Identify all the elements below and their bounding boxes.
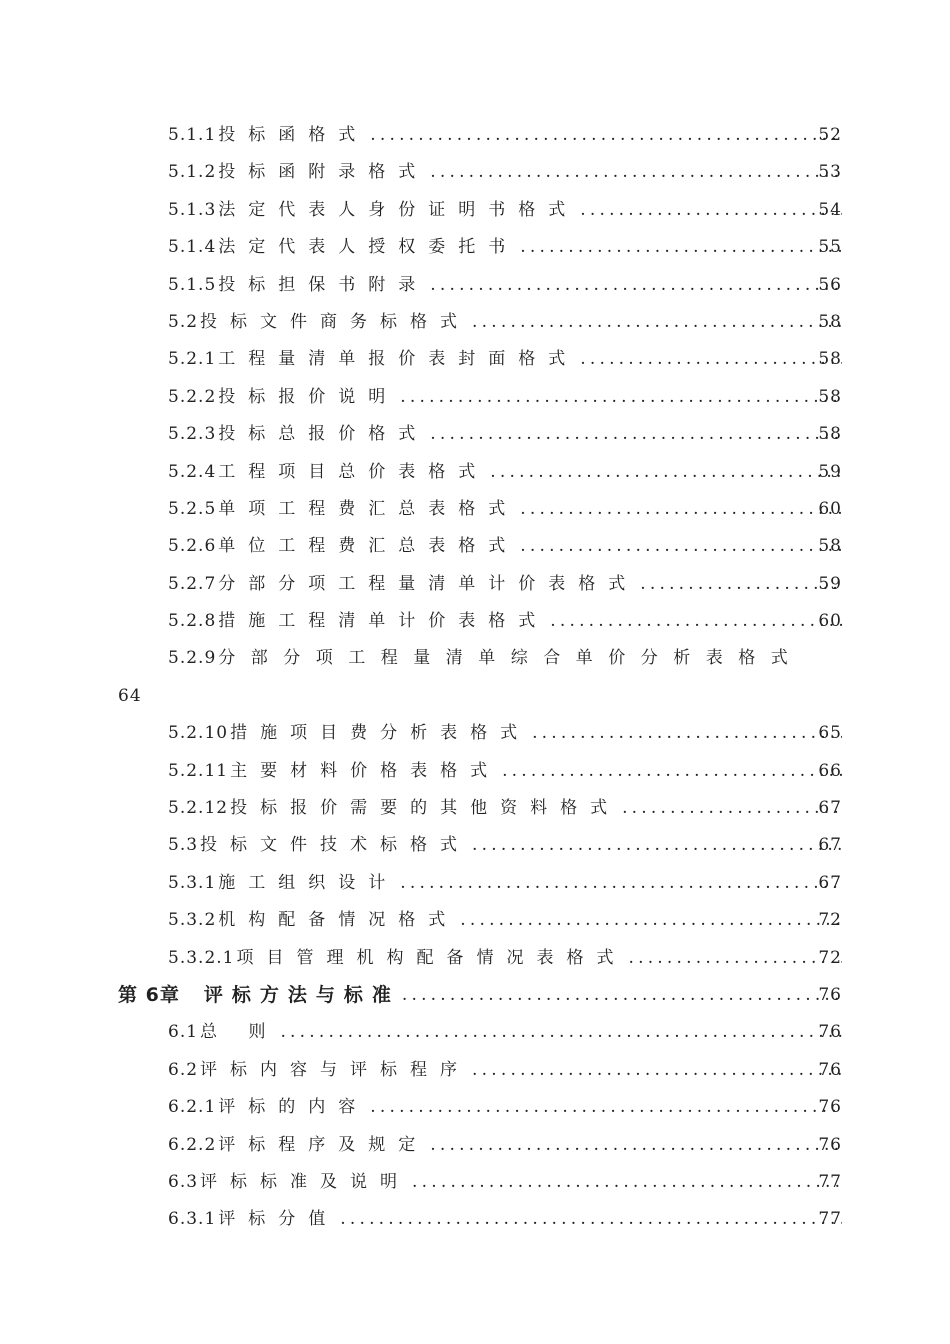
toc-page-number: 77 bbox=[818, 1209, 842, 1230]
toc-title: 工程量清单报价表封面格式 bbox=[218, 349, 579, 370]
toc-entry bbox=[0, 416, 950, 453]
toc-title: 措施项目费分析表格式 bbox=[230, 723, 531, 744]
toc-entry bbox=[0, 790, 950, 827]
toc-title: 投标文件商务标格式 bbox=[200, 311, 471, 332]
toc-number: 5.2.4 bbox=[168, 461, 217, 482]
toc-page-number: 77 bbox=[818, 1171, 842, 1192]
toc-entry bbox=[0, 341, 950, 378]
toc-page-number: 76 bbox=[818, 1097, 842, 1118]
toc-leader bbox=[532, 715, 842, 752]
toc-title: 主要材料价格表格式 bbox=[230, 760, 501, 781]
toc-entry bbox=[0, 603, 950, 640]
toc-leader bbox=[622, 790, 842, 827]
toc-title: 措施工程清单计价表格式 bbox=[218, 611, 549, 632]
toc-title: 投标报价说明 bbox=[218, 386, 399, 407]
toc-number: 5.3.2.1 bbox=[168, 947, 235, 968]
toc-leader bbox=[460, 902, 842, 939]
toc-number: 5.2 bbox=[168, 311, 199, 332]
toc-entry bbox=[0, 865, 950, 902]
toc-title: 评标的内容 bbox=[218, 1097, 369, 1118]
toc-title: 分部分项工程量清单计价表格式 bbox=[218, 573, 639, 594]
toc-page-number: 67 bbox=[818, 798, 842, 819]
toc-leader bbox=[490, 454, 842, 491]
toc-title: 法定代表人授权委托书 bbox=[218, 237, 519, 258]
toc-number: 5.2.2 bbox=[168, 386, 217, 407]
toc-entry-continuation bbox=[0, 678, 950, 715]
toc-entry bbox=[0, 304, 950, 341]
table-of-contents bbox=[0, 117, 950, 1239]
toc-leader bbox=[520, 491, 842, 528]
toc-number: 5.1.5 bbox=[168, 274, 217, 295]
toc-leader bbox=[370, 1089, 842, 1126]
toc-entry bbox=[0, 753, 950, 790]
toc-leader bbox=[430, 416, 842, 453]
toc-page-number: 59 bbox=[818, 461, 842, 482]
toc-title: 评标分值 bbox=[218, 1209, 339, 1230]
toc-title: 工程项目总价表格式 bbox=[218, 461, 489, 482]
toc-entry bbox=[0, 1089, 950, 1126]
toc-number: 5.2.11 bbox=[168, 760, 229, 781]
toc-title: 机构配备情况格式 bbox=[218, 910, 459, 931]
toc-title: 施工组织设计 bbox=[218, 872, 399, 893]
toc-number: 5.2.1 bbox=[168, 349, 217, 370]
toc-number: 5.3.1 bbox=[168, 872, 217, 893]
toc-leader bbox=[412, 1164, 842, 1201]
toc-page-number: 59 bbox=[818, 573, 842, 594]
toc-page-number: 65 bbox=[818, 723, 842, 744]
toc-leader bbox=[520, 229, 842, 266]
toc-entry bbox=[0, 566, 950, 603]
toc-title: 投标担保书附录 bbox=[218, 274, 429, 295]
toc-entry bbox=[0, 1127, 950, 1164]
toc-entry bbox=[0, 154, 950, 191]
toc-leader bbox=[430, 267, 842, 304]
toc-number: 5.1.1 bbox=[168, 125, 217, 145]
toc-number: 5.2.7 bbox=[168, 573, 217, 594]
toc-leader bbox=[400, 865, 842, 902]
toc-leader bbox=[340, 1201, 842, 1238]
toc-number: 6.2.1 bbox=[168, 1097, 217, 1118]
toc-entry bbox=[0, 902, 950, 939]
toc-page-number: 67 bbox=[818, 872, 842, 893]
toc-title: 投标报价需要的其他资料格式 bbox=[230, 798, 621, 819]
toc-page-number: 76 bbox=[818, 984, 842, 1005]
toc-page-number: 58 bbox=[818, 424, 842, 445]
toc-title: 单位工程费汇总表格式 bbox=[218, 536, 519, 557]
toc-page-number: 64 bbox=[118, 685, 142, 706]
toc-chapter-entry bbox=[0, 977, 950, 1014]
toc-page-number: 66 bbox=[818, 760, 842, 781]
toc-entry bbox=[0, 491, 950, 528]
toc-leader bbox=[520, 528, 842, 565]
toc-number: 6.2.2 bbox=[168, 1134, 217, 1155]
toc-number: 5.1.4 bbox=[168, 237, 217, 258]
toc-entry bbox=[0, 1164, 950, 1201]
toc-leader bbox=[472, 1052, 842, 1089]
toc-number: 6.3.1 bbox=[168, 1209, 217, 1230]
toc-title: 分部分项工程量清单综合单价分析表格式 bbox=[218, 648, 804, 669]
toc-title: 投标文件技术标格式 bbox=[200, 835, 471, 856]
toc-entry bbox=[0, 267, 950, 304]
toc-title: 评标程序及规定 bbox=[218, 1134, 429, 1155]
toc-page-number: 53 bbox=[818, 162, 842, 183]
toc-title: 单项工程费汇总表格式 bbox=[218, 498, 519, 519]
toc-entry bbox=[0, 827, 950, 864]
toc-title: 评标内容与评标程序 bbox=[200, 1059, 471, 1080]
toc-leader bbox=[430, 1127, 842, 1164]
toc-number: 5.2.10 bbox=[168, 723, 229, 744]
toc-leader bbox=[400, 379, 842, 416]
toc-leader bbox=[628, 940, 842, 977]
toc-entry bbox=[0, 640, 950, 677]
toc-number: 5.1.2 bbox=[168, 162, 217, 183]
toc-leader bbox=[430, 154, 842, 191]
toc-page-number: 54 bbox=[818, 199, 842, 220]
toc-entry bbox=[0, 117, 950, 154]
toc-leader bbox=[580, 192, 842, 229]
toc-number: 5.2.5 bbox=[168, 498, 217, 519]
toc-page-number: 67 bbox=[818, 835, 842, 856]
toc-number: 6.1 bbox=[168, 1022, 199, 1043]
toc-number: 6.2 bbox=[168, 1059, 199, 1080]
toc-number: 5.3.2 bbox=[168, 910, 217, 931]
toc-chapter-number: 第 6章 bbox=[118, 983, 180, 1006]
toc-leader bbox=[402, 977, 842, 1014]
toc-title: 法定代表人身份证明书格式 bbox=[218, 199, 579, 220]
toc-title: 评标标准及说明 bbox=[200, 1171, 411, 1192]
toc-number: 5.3 bbox=[168, 835, 199, 856]
toc-entry bbox=[0, 715, 950, 752]
toc-page-number: 60 bbox=[818, 611, 842, 632]
toc-leader bbox=[502, 753, 842, 790]
toc-entry bbox=[0, 528, 950, 565]
toc-number: 5.2.9 bbox=[168, 648, 217, 669]
toc-page-number: 76 bbox=[818, 1059, 842, 1080]
toc-number: 5.2.8 bbox=[168, 611, 217, 632]
toc-page-number: 58 bbox=[818, 536, 842, 557]
toc-title: 总 则 bbox=[200, 1022, 279, 1043]
toc-page-number: 55 bbox=[818, 237, 842, 258]
toc-chapter-title: 评标方法与标准 bbox=[203, 983, 400, 1006]
toc-number: 6.3 bbox=[168, 1171, 199, 1192]
toc-leader bbox=[370, 117, 842, 154]
toc-title: 投标函附录格式 bbox=[218, 162, 429, 183]
toc-entry bbox=[0, 192, 950, 229]
toc-page-number: 58 bbox=[818, 386, 842, 407]
toc-entry bbox=[0, 1052, 950, 1089]
toc-entry bbox=[0, 1201, 950, 1238]
toc-leader bbox=[280, 1014, 842, 1051]
toc-number: 5.2.3 bbox=[168, 424, 217, 445]
toc-leader bbox=[580, 341, 842, 378]
toc-page-number: 58 bbox=[818, 349, 842, 370]
toc-title: 投标总报价格式 bbox=[218, 424, 429, 445]
toc-page-number: 72 bbox=[818, 910, 842, 931]
toc-entry bbox=[0, 229, 950, 266]
toc-title: 项目管理机构配备情况表格式 bbox=[236, 947, 627, 968]
toc-page-number: 76 bbox=[818, 1022, 842, 1043]
toc-entry bbox=[0, 1014, 950, 1051]
toc-page-number: 52 bbox=[818, 125, 842, 145]
toc-entry bbox=[0, 940, 950, 977]
toc-entry bbox=[0, 379, 950, 416]
toc-leader bbox=[472, 827, 842, 864]
toc-leader bbox=[472, 304, 842, 341]
toc-entry bbox=[0, 454, 950, 491]
toc-leader bbox=[550, 603, 842, 640]
toc-number: 5.2.6 bbox=[168, 536, 217, 557]
toc-title: 投标函格式 bbox=[218, 125, 369, 145]
toc-number: 5.2.12 bbox=[168, 798, 229, 819]
toc-page-number: 76 bbox=[818, 1134, 842, 1155]
toc-page-number: 58 bbox=[818, 311, 842, 332]
toc-page-number: 72 bbox=[818, 947, 842, 968]
toc-page-number: 56 bbox=[818, 274, 842, 295]
toc-number: 5.1.3 bbox=[168, 199, 217, 220]
toc-page-number: 60 bbox=[818, 498, 842, 519]
